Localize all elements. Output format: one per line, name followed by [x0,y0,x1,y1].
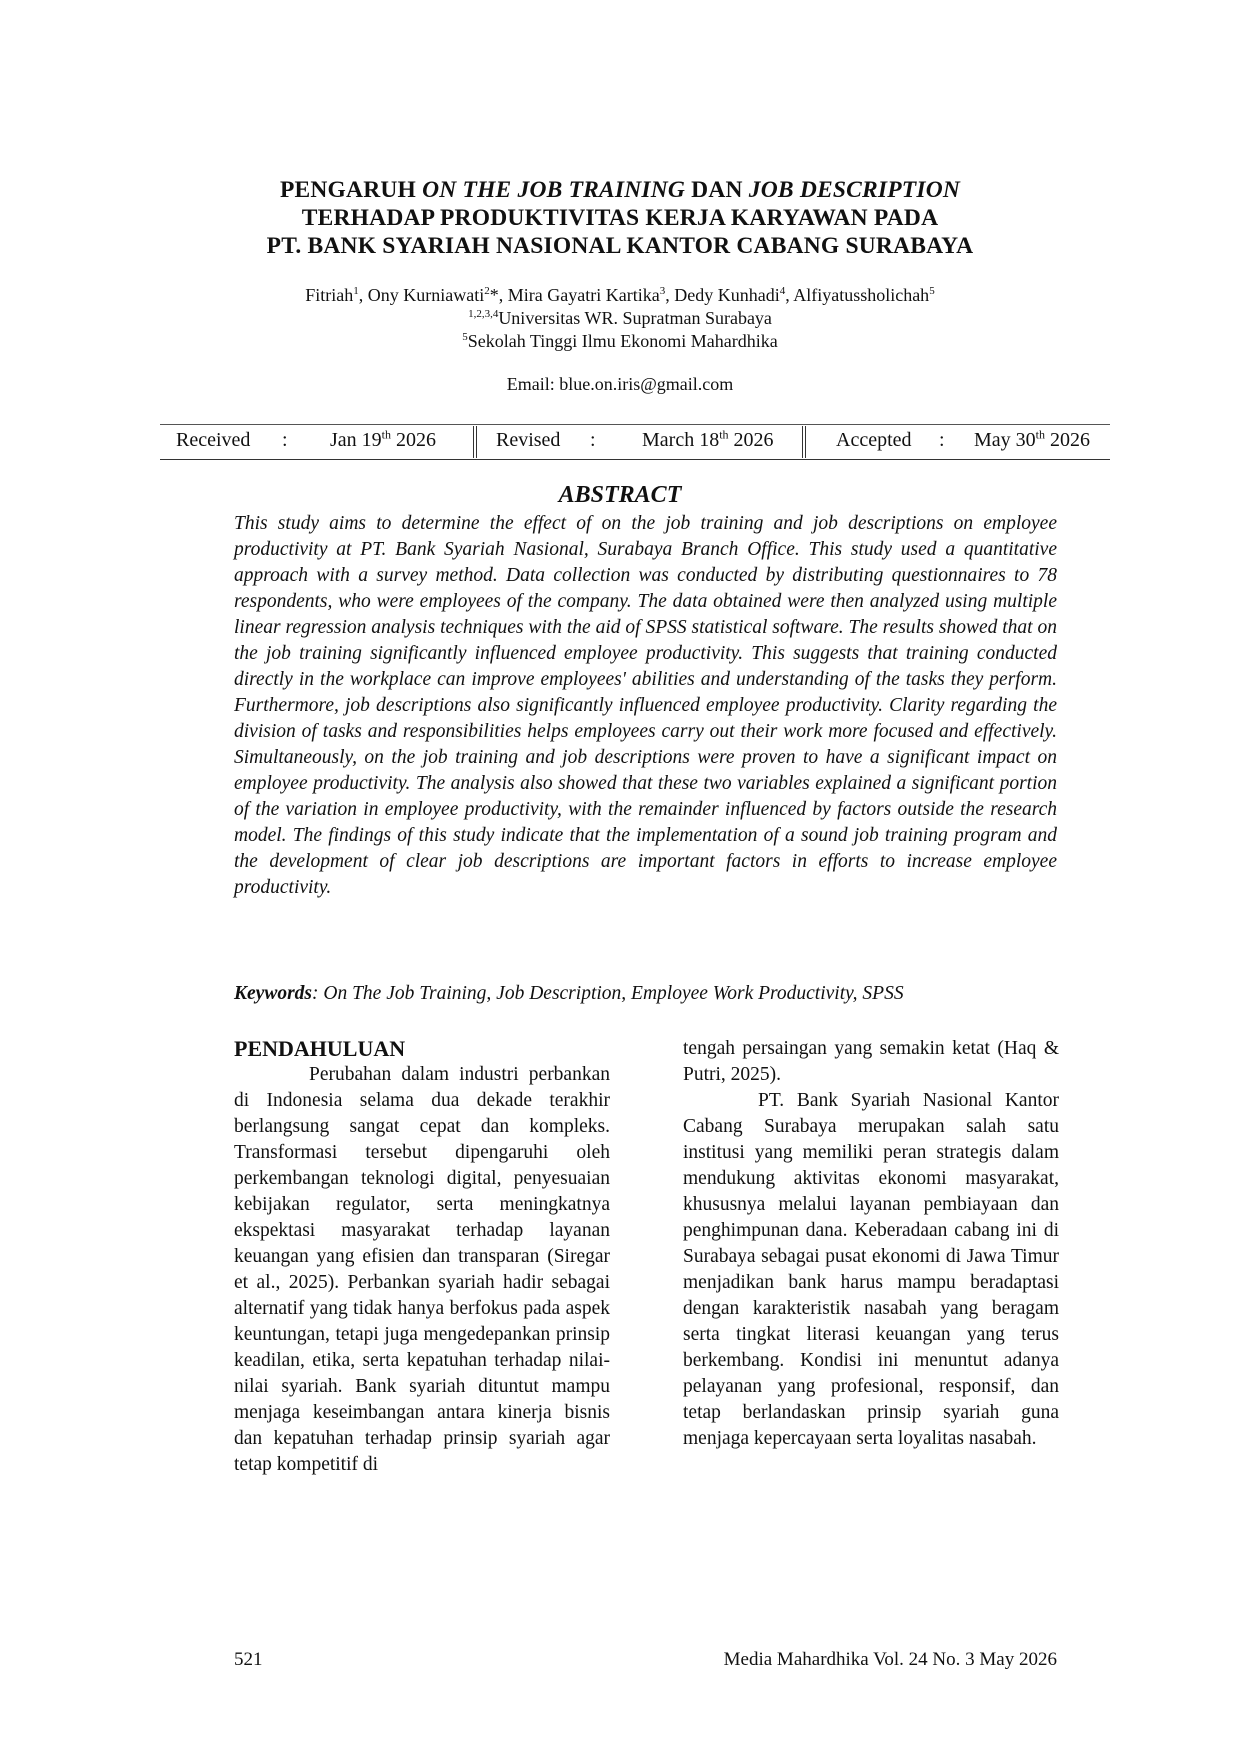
affiliation-marker: 1 [353,285,359,297]
date-text: Jan 19 [330,429,382,451]
affiliation-2 [120,330,1120,353]
body-paragraph-continued: tengah persaingan yang semakin ketat (Haq & Putri, 2025). [683,1038,1059,1085]
date-text: 2026 [1045,429,1091,451]
affiliation-marker: 5 [929,285,935,297]
dates-bar [160,424,1110,460]
journal-footer: Media Mahardhika Vol. 24 No. 3 May 2026 [723,1649,1057,1670]
affiliation-marker: 5 [462,331,468,343]
received-date [330,429,436,452]
ordinal-suffix: th [381,427,392,442]
author-name: , Alfiyatussholichah [785,285,930,305]
abstract-text: This study aims to determine the effect of on the job training and job descriptions on employee productivity at PT. Bank Syariah Nasional, Surabaya Branch Office. This study used a quantitative approach with a survey method. Data collection was conducted by distributing questionnaires to 78 respondents, who were employees of the company. The data obtained were then analyzed using multiple linear regression analysis techniques with the aid of SPSS statistical software. The results showed that on the job training significantly influenced employee productivity. This suggests that training conducted directly in the workplace can improve employees' abilities and understanding of the tasks they perform. Furthermore, job descriptions also significantly influenced employee productivity. Clarity regarding the division of tasks and responsibilities helps employees carry out their work more focused and effectively. Simultaneously, on the job training and job descriptions were proven to have a significant impact on employee productivity. The analysis also showed that these two variables explained a significant portion of the variation in employee productivity, with the remainder influenced by factors outside the research model. The findings of this study indicate that the implementation of a sound job training program and the development of clear job descriptions are important factors in efforts to increase employee productivity. [234,513,1057,898]
title-italic-term: JOB DESCRIPTION [748,177,961,203]
body-column-right [683,1036,1059,1452]
accepted-colon: : [939,429,945,451]
received-colon: : [282,429,288,451]
title-line-1 [120,176,1120,204]
accepted-date [974,429,1090,452]
page-number: 521 [234,1649,263,1670]
affiliation-name: Sekolah Tinggi Ilmu Ekonomi Mahardhika [467,331,778,351]
revised-label: Revised [496,429,561,451]
column-divider [802,426,806,458]
keywords-label: Keywords [234,983,312,1004]
author-name: Fitriah [305,285,354,305]
accepted-label: Accepted [836,429,912,451]
affiliation-marker: 1,2,3,4 [468,308,499,320]
received-label: Received [176,429,251,451]
body-paragraph: Perubahan dalam industri perbankan di Indonesia selama dua dekade terakhir berlangsung sangat cepat dan kompleks. Transformasi tersebut dipengaruhi oleh perkembangan teknologi digital, penyesuaian kebijakan regulator, serta meningkatnya ekspektasi masyarakat terhadap layanan keuangan yang efisien dan transparan (Siregar et al., 2025). Perbankan syariah hadir sebagai alternatif yang tidak hanya berfokus pada aspek keuntungan, tetapi juga mengedepankan prinsip keadilan, etika, serta kepatuhan terhadap nilai-nilai syariah. Bank syariah dituntut mampu menjaga keseimbangan antara kinerja bisnis dan kepatuhan terhadap prinsip syariah agar tetap kompetitif di [234,1064,610,1475]
date-text: 2026 [391,429,437,451]
author-name: , Dedy Kunhadi [665,285,780,305]
affiliation-marker: 2 [484,285,490,297]
abstract-heading: ABSTRACT [558,482,682,508]
section-heading: PENDAHULUAN [234,1036,406,1061]
body-paragraph: PT. Bank Syariah Nasional Kantor Cabang Surabaya merupakan salah satu institusi yang memiliki peran strategis dalam mendukung aktivitas ekonomi masyarakat, khususnya melalui layanan pembiayaan dan penghimpunan dana. Keberadaan cabang ini di Surabaya sebagai pusat ekonomi di Jawa Timur menjadikan bank harus mampu beradaptasi dengan karakteristik nasabah yang beragam serta tingkat literasi keuangan yang terus berkembang. Kondisi ini menuntut adanya pelayanan yang profesional, responsif, dan tetap berlandaskan prinsip syariah guna menjaga kepercayaan serta loyalitas nasabah. [683,1090,1059,1449]
revised-colon: : [590,429,596,451]
column-divider [473,426,477,458]
affiliation-marker: 4 [779,285,786,297]
title-text: DAN [685,177,749,203]
affiliation-1 [120,307,1120,330]
keywords-line [234,983,1057,1005]
author-name: , Ony Kurniawati [358,285,485,305]
ordinal-suffix: th [1035,427,1046,442]
ordinal-suffix: th [719,427,729,442]
affiliation-marker: 3 [659,285,666,297]
author-block [120,284,1120,396]
date-text: 2026 [728,429,774,451]
keywords-text: : On The Job Training, Job Description, Employee Work Productivity, SPSS [312,983,904,1004]
body-column-left [234,1036,610,1478]
title-line-2: TERHADAP PRODUKTIVITAS KERJA KARYAWAN PADA [301,205,939,231]
author-name: *, Mira Gayatri Kartika [489,285,660,305]
title-text: PENGARUH [279,177,423,203]
revised-date [642,429,774,452]
affiliation-name: Universitas WR. Supratman Surabaya [498,308,772,328]
title-italic-term: ON THE JOB TRAINING [422,177,686,203]
title-line-3: PT. BANK SYARIAH NASIONAL KANTOR CABANG SURABAYA [266,233,974,259]
date-text: March 18 [642,429,720,451]
paper-title [120,176,1120,260]
author-list [120,284,1120,307]
date-text: May 30 [974,429,1036,451]
author-email: Email: blue.on.iris@gmail.com [506,374,734,394]
